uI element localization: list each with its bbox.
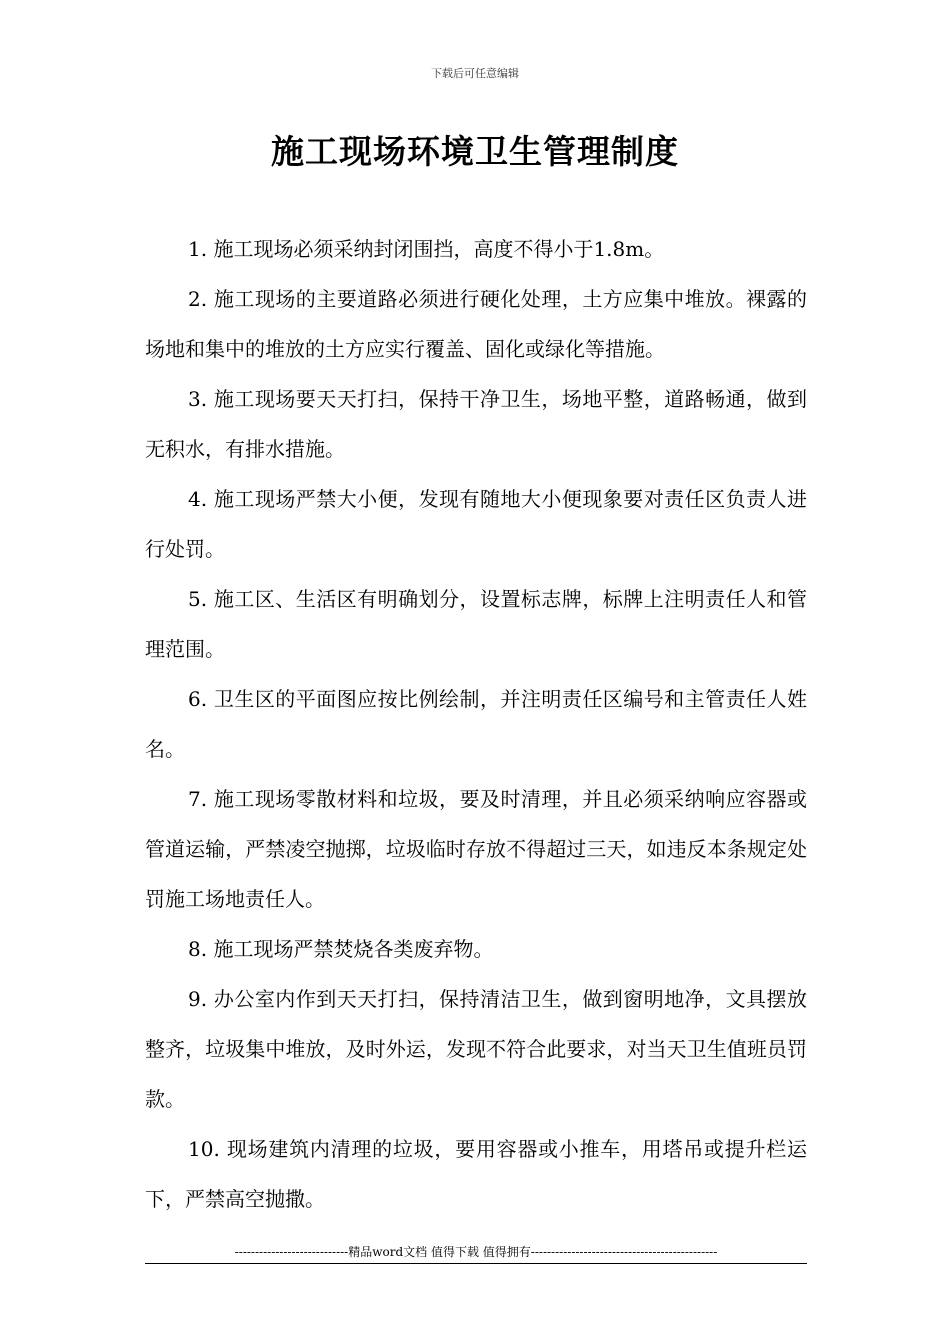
paragraph-2: 2. 施工现场的主要道路必须进行硬化处理，土方应集中堆放。裸露的场地和集中的堆放的土方应实行覆盖、固化或绿化等措施。 (145, 287, 807, 361)
paragraph-10: 10. 现场建筑内清理的垃圾，要用容器或小推车，用塔吊或提升栏运下，严禁高空抛撒。 (145, 1137, 807, 1211)
header-note: 下载后可任意编辑 (431, 67, 519, 80)
footer-text: ----------------------------精品word文档 值得下载 值得拥有---------------------------------------------- (234, 1245, 718, 1259)
paragraph-9: 9. 办公室内作到天天打扫，保持清洁卫生，做到窗明地净，文具摆放整齐，垃圾集中堆放，及时外运，发现不符合此要求，对当天卫生值班员罚款。 (145, 987, 807, 1111)
paragraph-4: 4. 施工现场严禁大小便，发现有随地大小便现象要对责任区负责人进行处罚。 (145, 487, 807, 561)
paragraph-5: 5. 施工区、生活区有明确划分，设置标志牌，标牌上注明责任人和管理范围。 (145, 587, 807, 661)
paragraph-3: 3. 施工现场要天天打扫，保持干净卫生，场地平整，道路畅通，做到无积水，有排水措施。 (145, 387, 807, 461)
paragraph-7: 7. 施工现场零散材料和垃圾，要及时清理，并且必须采纳响应容器或管道运输，严禁凌空抛掷，垃圾临时存放不得超过三天，如违反本条规定处罚施工场地责任人。 (145, 787, 807, 911)
document-body (145, 224, 807, 1224)
paragraph-6: 6. 卫生区的平面图应按比例绘制，并注明责任区编号和主管责任人姓名。 (145, 687, 807, 761)
footer-divider (145, 1263, 807, 1264)
paragraph-8: 8. 施工现场严禁焚烧各类废弃物。 (188, 937, 494, 961)
document-title: 施工现场环境卫生管理制度 (271, 132, 679, 171)
paragraph-1: 1. 施工现场必须采纳封闭围挡，高度不得小于1.8m。 (188, 237, 665, 261)
